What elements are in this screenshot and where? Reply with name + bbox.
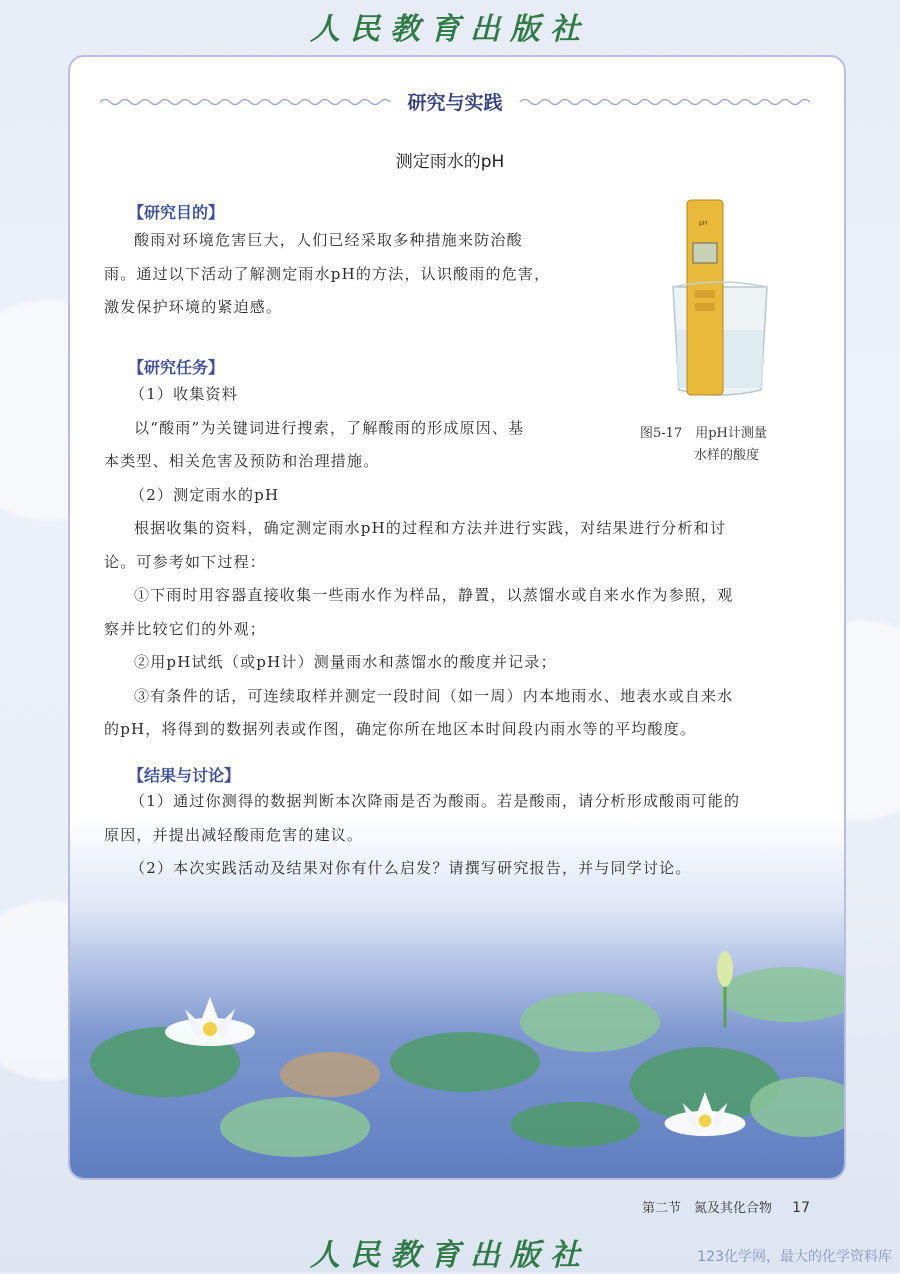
watermark: 123化学网，最大的化学资料库 (697, 1249, 892, 1265)
ph-meter-beaker-photo (665, 195, 775, 400)
water-lily-flower (160, 987, 260, 1057)
results-heading: 【结果与讨论】 (128, 766, 241, 785)
text-line: （1）收集资料 (130, 385, 238, 403)
text-line: 的pH，将得到的数据列表或作图，确定你所在地区本时间段内雨水等的平均酸度。 (104, 720, 697, 738)
text-line: （2）本次实践活动及结果对你有什么启发？请撰写研究报告，并与同学讨论。 (130, 859, 692, 877)
text-line: （1）通过你测得的数据判断本次降雨是否为酸雨。若是酸雨，请分析形成酸雨可能的 (130, 792, 741, 810)
text-line: 根据收集的资料，确定测定雨水pH的过程和方法并进行实践，对结果进行分析和讨 (134, 519, 727, 537)
document-title: 测定雨水的pH (395, 152, 505, 172)
purpose-paragraph (104, 224, 604, 325)
lily-pad (750, 1077, 846, 1137)
text-line: 论。可参考如下过程： (104, 552, 267, 571)
tasks-paragraph-1 (104, 378, 604, 512)
tasks-paragraph-2 (104, 512, 814, 747)
page-footer (642, 1197, 810, 1216)
lily-pad (520, 992, 660, 1052)
text-line: ①下雨时用容器直接收集一些雨水作为样品，静置，以蒸馏水或自来水作为参照，观 (134, 586, 734, 604)
text-line: 原因，并提出减轻酸雨危害的建议。 (104, 825, 364, 844)
section-banner (100, 88, 810, 116)
results-paragraph (104, 785, 814, 886)
text-line: 察并比较它们的外观； (104, 619, 267, 638)
figure-caption (640, 423, 810, 467)
text-line: 本类型、相关危害及预防和治理措施。 (104, 452, 380, 470)
text-line: 雨。通过以下活动了解测定雨水pH的方法，认识酸雨的危害， (104, 264, 551, 283)
caption-line: 图5-17 用pH计测量 (640, 426, 767, 441)
publisher-logo-bottom: 人民教育出版社 (310, 1238, 590, 1273)
lily-pad (390, 1032, 540, 1092)
water-lily-flower (660, 1082, 750, 1147)
text-line: ②用pH试纸（或pH计）测量雨水和蒸馏水的酸度并记录； (134, 653, 557, 671)
footer-section: 第二节 氮及其化合物 (642, 1201, 773, 1216)
text-line: 激发保护环境的紧迫感。 (104, 298, 283, 316)
lily-pad (220, 1097, 370, 1157)
text-line: 以“酸雨”为关键词进行搜索，了解酸雨的形成原因、基 (134, 418, 525, 437)
lily-pad (280, 1052, 380, 1097)
lily-bud (710, 947, 740, 1027)
publisher-logo-top: 人民教育出版社 (310, 12, 590, 47)
tasks-heading: 【研究任务】 (128, 358, 225, 377)
lily-pad (510, 1102, 640, 1147)
purpose-heading: 【研究目的】 (128, 203, 225, 222)
wavy-divider (510, 94, 810, 110)
caption-line: 水样的酸度 (694, 448, 760, 463)
meter-label: pH (699, 220, 708, 227)
page-number: 17 (792, 1200, 810, 1216)
text-line: ③有条件的话，可连续取样并测定一段时间（如一周）内本地雨水、地表水或自来水 (134, 686, 734, 705)
text-line: （2）测定雨水的pH (130, 485, 280, 504)
text-line: 酸雨对环境危害巨大，人们已经采取多种措施来防治酸 (134, 231, 523, 249)
section-banner-title: 研究与实践 (407, 92, 503, 114)
